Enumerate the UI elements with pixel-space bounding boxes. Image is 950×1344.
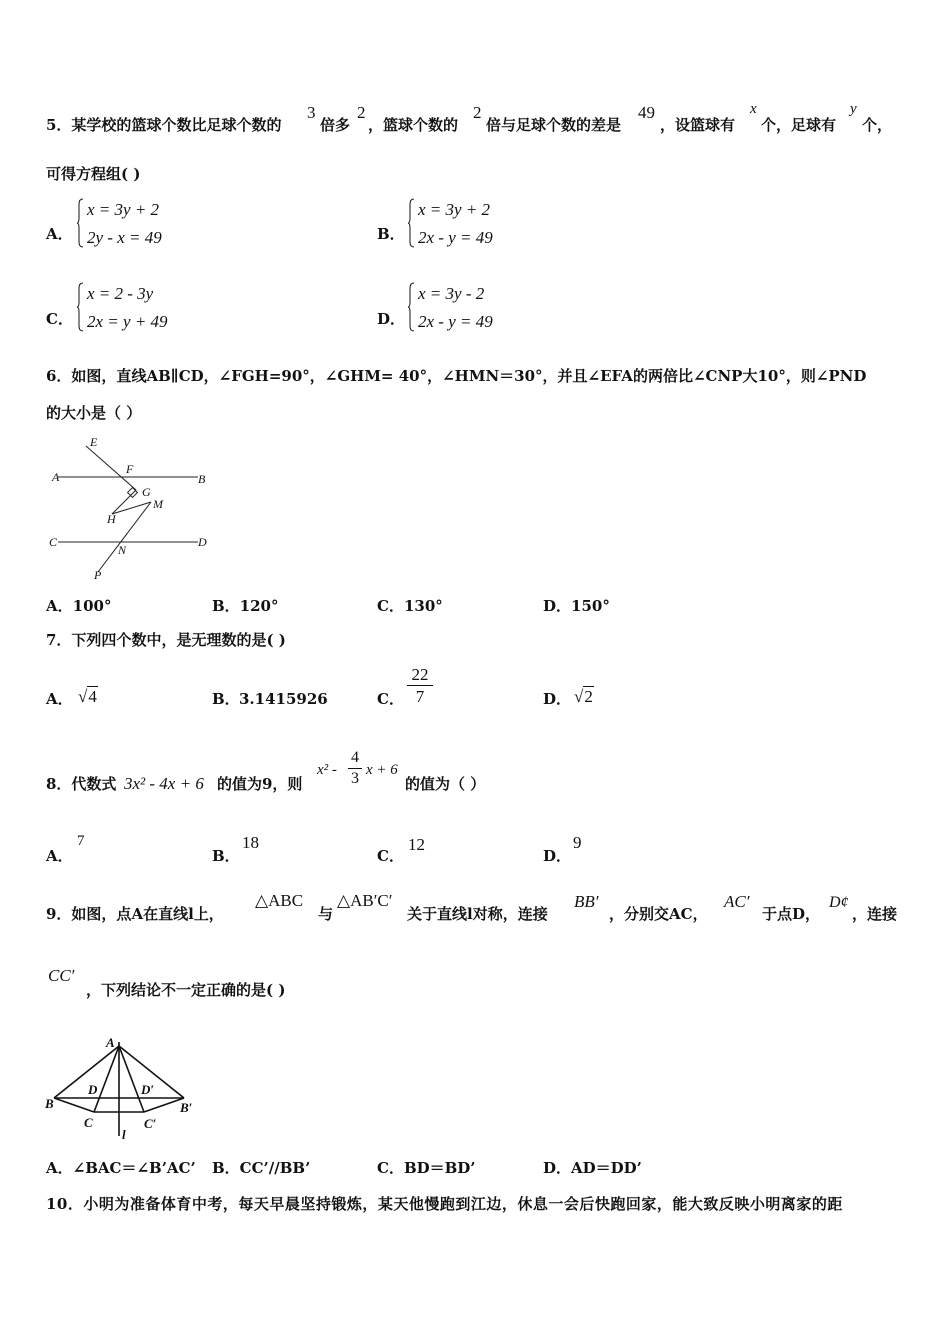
q5-stem-g: 个， [862,116,893,134]
label-c: C [49,535,58,549]
q5-option-c-eq2: 2x = y + 49 [87,312,168,331]
q8-option-c-value: 12 [408,835,425,854]
q5-stem-a: 5．某学校的篮球个数比足球个数的 [46,116,282,134]
label-e: E [90,435,98,449]
q5-stem-b: 倍多 [320,116,351,134]
q5-option-b-label: B． [377,225,405,243]
label-h: H [107,512,116,526]
label-d: D [198,535,207,549]
q5-num-2: 2 [357,103,366,122]
q5-stem-f: 个，足球有 [761,116,837,134]
seg-b2c2 [144,1098,184,1112]
q5-option-a-eq2: 2y - x = 49 [87,228,162,247]
q8-option-d-value: 9 [573,833,582,852]
q7-option-d-label: D． [543,690,572,708]
q9-figure [44,1032,214,1144]
q9-stem-d: ，分别交AC， [609,905,708,923]
label-m: M [153,497,163,511]
q8-expr1: 3x² - 4x + 6 [124,774,204,793]
q5-var-x: x [750,101,757,117]
label-d: D [88,1082,98,1097]
q5-option-d-eq1: x = 3y - 2 [418,284,485,303]
q7-option-c-den: 7 [415,687,425,706]
q8-option-b-value: 18 [242,833,259,852]
q7-option-d-radicand: 2 [584,687,593,706]
left-brace-icon [408,198,414,248]
q7-option-c-num: 22 [411,665,429,684]
label-p: P [94,568,102,582]
q8-frac-den: 3 [351,770,359,787]
left-brace-icon [77,282,83,332]
q8-stem-b: 的值为9，则 [217,775,303,793]
q8-fraction [348,750,362,787]
q7-option-a-radicand: 4 [88,687,97,706]
q9-seg1: BB′ [574,892,599,911]
q10-stem: 10．小明为准备体育中考，每天早晨坚持锻炼，某天他慢跑到江边，休息一会后快跑回家，能大致反映小明离家的距 [46,1195,843,1213]
right-angle-mark [128,488,138,498]
q7-option-d-value [574,687,594,707]
q9-tri2: △AB′C′ [337,891,393,910]
q8-expr2-a: x² - [317,762,337,778]
label-b: B [45,1096,54,1111]
label-c: C [84,1115,93,1130]
q8-option-c-label: C． [377,847,404,865]
q5-option-c-label: C． [46,310,73,328]
q5-var-y: y [850,101,857,117]
q5-stem-line2: 可得方程组( ) [46,165,141,183]
q5-num-2b: 2 [473,103,482,122]
label-d2: D′ [141,1082,155,1097]
label-g: G [142,485,151,499]
q7-option-c-label: C． [377,690,404,708]
q9-seg3: CC′ [48,966,75,985]
q9-option-c: C．BD＝BD’ [377,1159,476,1177]
q5-option-a-label: A． [46,225,73,243]
q5-option-d-label: D． [377,310,406,328]
q6-option-a: A．100° [46,597,112,615]
q8-option-d-label: D． [543,847,572,865]
q5-option-b-eq2: 2x - y = 49 [418,228,493,247]
q6-stem-line2: 的大小是（ ） [46,404,142,422]
q8-option-b-label: B． [212,847,240,865]
q5-stem-c: ，篮球个数的 [368,116,459,134]
q6-option-d: D．150° [543,597,610,615]
q9-stem-e: 于点D， [762,905,821,923]
q6-stem-line1: 6．如图，直线AB∥CD，∠FGH=90°，∠GHM= 40°，∠HMN＝30°，并且∠EFA的两倍比∠CNP大10°，则∠PND [46,367,867,385]
q5-option-a-eq1: x = 3y + 2 [87,200,160,219]
q7-stem: 7．下列四个数中，是无理数的是( ) [46,631,286,649]
q9-option-d: D．AD＝DD’ [543,1159,642,1177]
q7-option-a-value [78,687,98,707]
q9-stem-g: ，下列结论不一定正确的是( ) [86,981,286,999]
q8-option-a-label: A． [46,847,73,865]
q6-option-b: B．120° [212,597,279,615]
line-mp [98,502,151,572]
q5-option-c-eq1: x = 2 - 3y [87,284,154,303]
q9-option-b: B．CC’//BB’ [212,1159,311,1177]
label-f: F [126,462,134,476]
q9-stem-f: ，连接 [852,905,898,923]
q5-num-3: 3 [307,103,316,122]
q8-stem-a: 8．代数式 [46,775,117,793]
left-brace-icon [77,198,83,248]
q5-stem-d: 倍与足球个数的差是 [486,116,622,134]
q5-option-b-eq1: x = 3y + 2 [418,200,491,219]
q8-expr2-b: x + 6 [366,762,398,778]
q9-stem-c: 关于直线l对称，连接 [407,905,548,923]
q8-frac-num: 4 [351,749,359,766]
sqrt-icon: √ [574,687,584,706]
q9-tri1: △ABC [255,891,304,910]
label-n: N [118,543,127,557]
q6-figure [46,432,218,584]
label-l: l [122,1127,126,1142]
sqrt-icon: √ [78,687,88,706]
q7-option-a-label: A． [46,690,73,708]
q9-stem-a: 9．如图，点A在直线l上， [46,905,224,923]
q5-stem-e: ，设篮球有 [660,116,736,134]
q5-num-49: 49 [638,103,655,122]
label-c2: C′ [144,1116,157,1131]
q9-seg2: AC′ [724,892,750,911]
seg-bc [54,1098,94,1112]
q7-option-b-value: 3.1415926 [239,690,328,708]
q5-option-d-eq2: 2x - y = 49 [418,312,493,331]
q9-point: D¢ [829,894,849,911]
q6-option-c: C．130° [377,597,443,615]
q8-stem-c: 的值为（ ） [405,775,486,793]
q7-option-b-label: B． [212,690,240,708]
left-brace-icon [408,282,414,332]
q9-stem-b: 与 [318,905,334,923]
label-b: B [198,472,206,486]
q9-option-a: A．∠BAC＝∠B’AC’ [46,1159,196,1177]
label-a: A [52,470,60,484]
label-b2: B′ [180,1100,193,1115]
q7-option-c-fraction [407,666,433,705]
q8-option-a-value: 7 [77,833,85,849]
label-a: A [106,1035,115,1050]
